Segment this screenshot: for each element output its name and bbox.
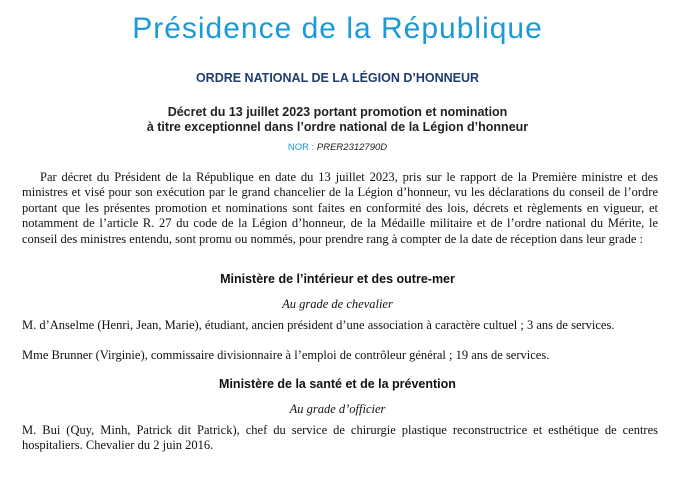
decree-body: Par décret du Président de la République en date du 13 juillet 2023, pris sur le rapport de la Première ministre et des ministres et visé pour son exécution par le grand chancelier de la Légion d’honneur, vu les déclarations du conseil de l’ordre portant que les présentes promotion et nominations sont faites en conformité des lois, décrets et règlements en vigueur, et notamment de l’article R. 27 du code de la Légion d’honneur, de la Médaille militaire et de l’ordre national du Mérite, le conseil des ministres entendu, sont promu ou nommés, pour prendre rang à compter de la date de réception dans leur grade : bbox=[22, 170, 658, 246]
section-heading-interieur: Ministère de l’intérieur et des outre-mer bbox=[220, 272, 455, 286]
nor-label: NOR : bbox=[287, 142, 317, 153]
section-heading-sante: Ministère de la santé et de la prévention bbox=[219, 377, 456, 391]
decree-title-line-2: à titre exceptionnel dans l’ordre national de la Légion d’honneur bbox=[146, 120, 529, 134]
decree-title bbox=[0, 105, 675, 135]
entry-bui: M. Bui (Quy, Minh, Patrick dit Patrick), chef du service de chirurgie plastique reconstructrice et esthétique de centres hospitaliers. Chevalier du 2 juin 2016. bbox=[22, 423, 658, 453]
nor-code: PRER2312790D bbox=[316, 142, 388, 153]
order-heading: ORDRE NATIONAL DE LA LÉGION D’HONNEUR bbox=[195, 71, 480, 85]
grade-chevalier: Au grade de chevalier bbox=[282, 297, 393, 311]
page-title: Présidence de la République bbox=[132, 12, 543, 45]
nor-reference bbox=[0, 142, 675, 154]
decree-title-line-1: Décret du 13 juillet 2023 portant promotion et nomination bbox=[167, 105, 508, 119]
grade-officier: Au grade d’officier bbox=[289, 402, 386, 416]
entry-brunner: Mme Brunner (Virginie), commissaire divisionnaire à l’emploi de contrôleur général ; 19 ans de services. bbox=[22, 348, 550, 362]
entry-anselme: M. d’Anselme (Henri, Jean, Marie), étudiant, ancien président d’une association à caractère cultuel ; 3 ans de services. bbox=[22, 318, 615, 332]
